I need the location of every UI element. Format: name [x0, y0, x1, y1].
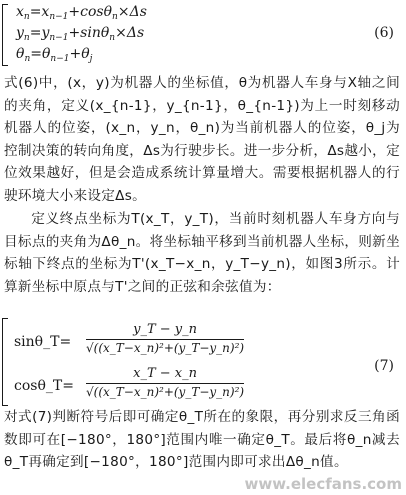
eq7-cos-denominator: √((x_T−x_n)²+(y_T−y_n)²): [86, 385, 245, 399]
paragraph-2: 定义终点坐标为T(x_T，y_T)，当前时刻机器人车身方向与目标点的夹角为Δθ_n。将坐标轴平移到当前机器人坐标，则新坐标轴下终点的坐标为T'(x_T−x_n，y_T−y_n)，如图3所示。计算新坐标中原点与T'之间的正弦和余弦值为：: [4, 211, 400, 295]
watermark-logo: www.elecfans.com: [244, 475, 402, 493]
eq6-line2: $y_n=y_{n-1}+\sin\theta_n\times\Delta s$: [16, 25, 145, 43]
eq7-cos-fraction: [86, 366, 244, 399]
eq7-cos-label: cosθ_T=: [14, 378, 74, 394]
eq6-number: (6): [374, 25, 394, 41]
paragraph-3: 对式(7)判断符号后即可确定θ_T所在的象限，再分别求反三角函数即可在[−180°，180°]范围内唯一确定θ_T。最后将θ_n减去θ_T再确定到[−180°，180°]范围内即可求出Δθ_n值。: [4, 409, 400, 470]
eq7-brace: [2, 318, 10, 406]
eq6-line3: $\theta_n=\theta_{n-1}+\theta_j$: [16, 46, 93, 64]
eq7-sin-label: sinθ_T=: [14, 334, 72, 350]
eq7-sin-denominator: √((x_T−x_n)²+(y_T−y_n)²): [86, 341, 245, 355]
eq7-number: (7): [374, 358, 394, 374]
eq7-sin-fraction: [86, 322, 244, 355]
eq6-brace: [2, 4, 10, 66]
paragraph-1: 式(6)中，(x，y)为机器人的坐标值，θ为机器人车身与X轴之间的夹角，定义(x_{n-1}，y_{n-1}，θ_{n-1})为上一时刻移动机器人的位姿，(x_n，y_n，θ_n)为当前机器人的位姿，θ_j为控制决策的转向角度，Δs为行驶步长。进一步分析，Δs越小，定位效果越好，但是会造成系统计算量增大。需要根据机器人的行驶环境大小来设定Δs。: [4, 75, 400, 204]
eq6-line1: $x_n=x_{n-1}+\cos\theta_n\times\Delta s$: [16, 4, 147, 22]
eq7-cos-numerator: x_T − x_n: [133, 366, 197, 381]
eq7-sin-numerator: y_T − y_n: [133, 322, 197, 337]
